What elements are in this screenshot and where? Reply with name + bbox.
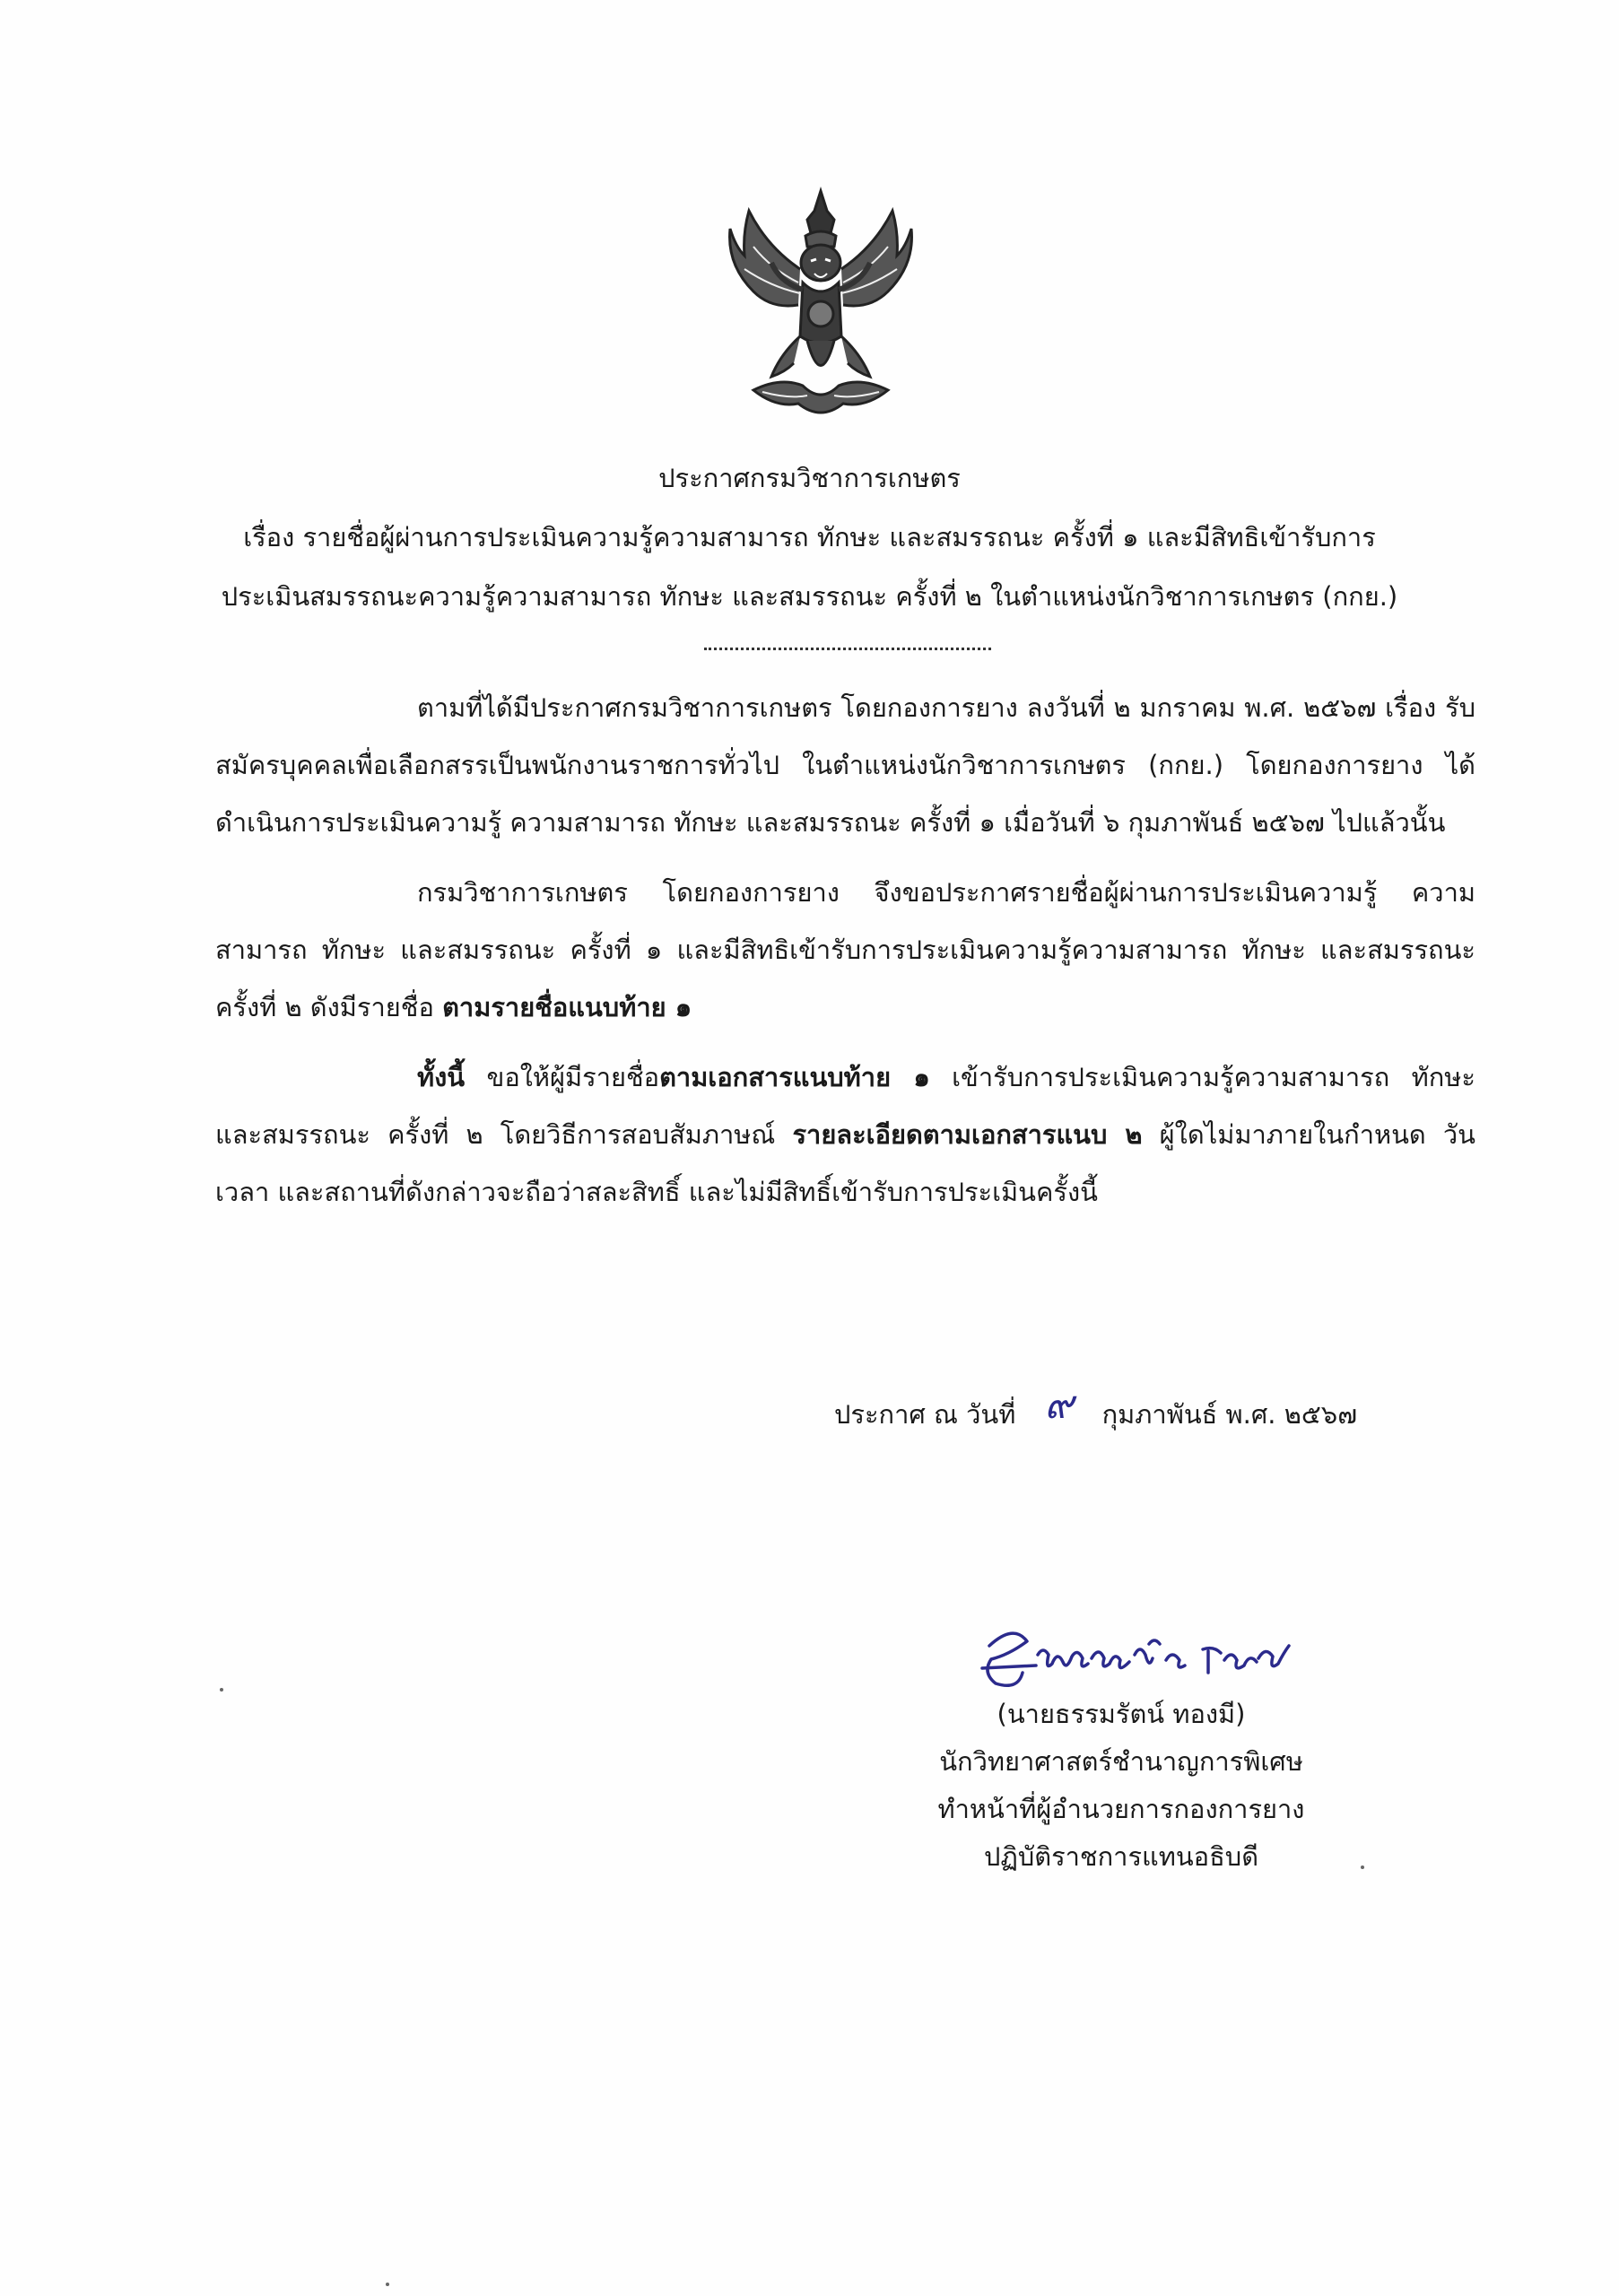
- signer-name: (นายธรรมรัตน์ ทองมี): [997, 1699, 1246, 1729]
- announcement-date-suffix: กุมภาพันธ์ พ.ศ. ๒๕๖๗: [1101, 1399, 1358, 1430]
- signature-graphic: [973, 1619, 1296, 1700]
- announcement-title: ประกาศกรมวิชาการเกษตร: [658, 463, 961, 493]
- signer-block: [870, 1691, 1372, 1881]
- subject-line-1: เรื่อง รายชื่อผู้ผ่านการประเมินความรู้ความสามารถ ทักษะ และสมรรถนะ ครั้งที่ ๑ และมีสิทธิเข้ารับการ: [243, 522, 1376, 552]
- garuda-emblem-graphic: [718, 184, 924, 426]
- paragraph-3-bold-attachment-1: ตามเอกสารแนบท้าย ๑: [659, 1062, 930, 1092]
- signer-position-2: ทำหน้าที่ผู้อำนวยการกองการยาง: [937, 1794, 1305, 1824]
- paragraph-2: [215, 864, 1475, 1036]
- paragraph-3-lead: ทั้งนี้: [417, 1062, 466, 1092]
- garuda-emblem: [718, 184, 924, 426]
- announcement-body: [215, 679, 1475, 1233]
- handwritten-signature: [973, 1619, 1296, 1700]
- separator-dotted-line: [704, 648, 991, 650]
- scan-speck: [220, 1688, 223, 1692]
- signer-position-1: นักวิทยาศาสตร์ชำนาญการพิเศษ: [939, 1746, 1303, 1777]
- announcement-date-prefix: ประกาศ ณ วันที่: [834, 1399, 1016, 1430]
- subject-line-2: ประเมินสมรรถนะความรู้ความสามารถ ทักษะ และสมรรถนะ ครั้งที่ ๒ ในตำแหน่งนักวิชาการเกษตร (กกย.): [221, 581, 1398, 612]
- paragraph-3-text-3: ผู้ใดไม่มาภายในกำหนด วัน เวลา และสถานที่ดังกล่าวจะถือว่าสละสิทธิ์ และไม่มีสิทธิ์เข้ารับการประเมินครั้งนี้: [215, 1119, 1476, 1207]
- scan-speck: [1361, 1866, 1364, 1869]
- paragraph-2-bold: ตามรายชื่อแนบท้าย ๑: [442, 992, 692, 1022]
- announcement-day-handwritten: ๙: [1044, 1382, 1074, 1428]
- paragraph-2-text: กรมวิชาการเกษตร โดยกองการยาง จึงขอประกาศรายชื่อผู้ผ่านการประเมินความรู้ ความสามารถ ทักษะ และสมรรถนะ ครั้งที่ ๑ และมีสิทธิเข้ารับการประเมินความรู้ความสามารถ ทักษะ และสมรรถนะ ครั้งที่ ๒ ดังมีรายชื่อ: [215, 877, 1475, 1022]
- scan-speck: [386, 2283, 389, 2286]
- signer-position-3: ปฏิบัติราชการแทนอธิบดี: [983, 1841, 1259, 1872]
- paragraph-3-bold-attachment-2: รายละเอียดตามเอกสารแนบ ๒: [792, 1119, 1143, 1150]
- paragraph-3: [215, 1048, 1475, 1221]
- announcement-date: [834, 1382, 1358, 1437]
- paragraph-3-text-2: เข้ารับการประเมินความรู้ความสามารถ ทักษะ และสมรรถนะ ครั้งที่ ๒ โดยวิธีการสอบสัมภาษณ์: [215, 1062, 1475, 1150]
- paragraph-1: ตามที่ได้มีประกาศกรมวิชาการเกษตร โดยกองการยาง ลงวันที่ ๒ มกราคม พ.ศ. ๒๕๖๗ เรื่อง รับสมัครบุคคลเพื่อเลือกสรรเป็นพนักงานราชการทั่วไป ในตำแหน่งนักวิชาการเกษตร (กกย.) โดยกองการยาง ได้ดำเนินการประเมินความรู้ ความสามารถ ทักษะ และสมรรถนะ ครั้งที่ ๑ เมื่อวันที่ ๖ กุมภาพันธ์ ๒๕๖๗ ไปแล้วนั้น: [215, 692, 1475, 838]
- paragraph-3-text-1: ขอให้ผู้มีรายชื่อ: [465, 1062, 660, 1092]
